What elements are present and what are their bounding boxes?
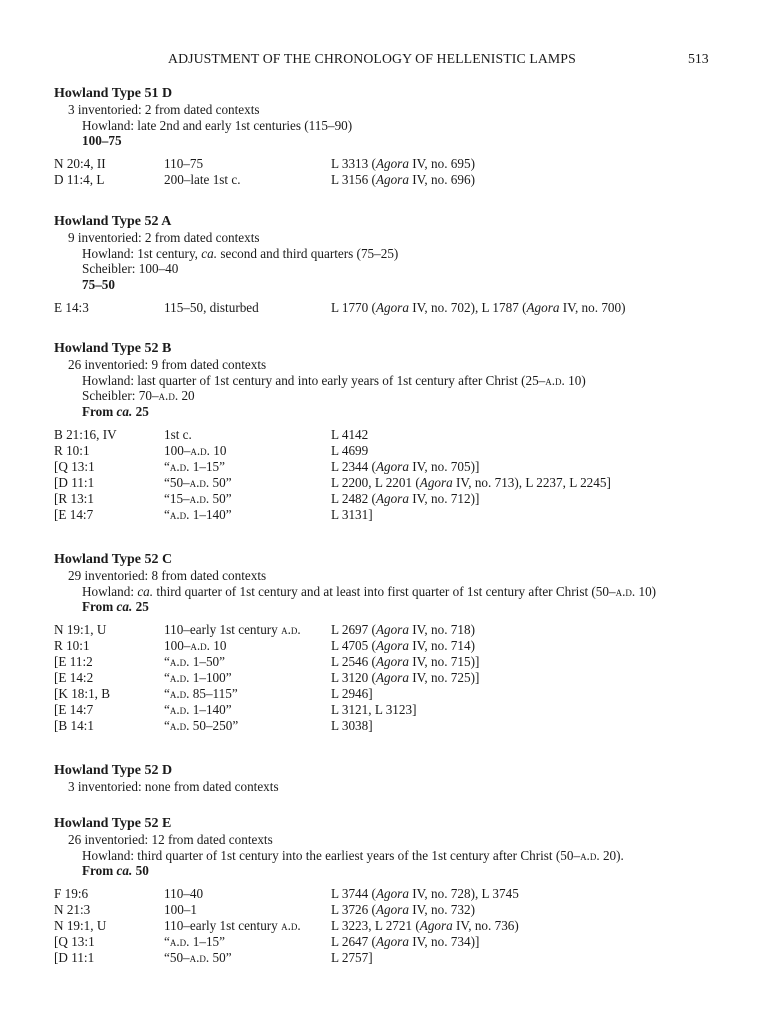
context-row [0, 686, 760, 702]
context-row [0, 902, 760, 918]
deposit-cell: [B 14:1 [54, 718, 94, 733]
type-heading: Howland Type 52 C [54, 552, 173, 567]
context-row [0, 934, 760, 950]
context-table [0, 886, 760, 966]
deposit-cell: R 10:1 [54, 638, 90, 653]
running-title: ADJUSTMENT OF THE CHRONOLOGY OF HELLENISTIC LAMPS [168, 51, 576, 66]
lamp-inventory-cell: L 4142 [331, 426, 369, 442]
deposit-cell: [Q 13:1 [54, 934, 95, 949]
type-heading: Howland Type 52 E [54, 816, 172, 831]
deposit-date-cell: 200–late 1st c. [164, 172, 241, 187]
deposit-date-cell: “a.d. 1–140” [164, 506, 232, 522]
inventory-count: 3 inventoried: none from dated contexts [68, 779, 279, 794]
lamp-inventory-cell: L 3156 (Agora IV, no. 696) [331, 172, 475, 187]
context-table [0, 622, 760, 734]
chronology-note: Howland: third quarter of 1st century into the earliest years of the 1st century after Christ (50–a.d. 20). [82, 847, 624, 863]
chronology-note: Scheibler: 70–a.d. 20 [82, 388, 195, 403]
deposit-cell: N 20:4, II [54, 156, 106, 171]
type-section [0, 340, 760, 523]
proposed-date-range: 75–50 [82, 276, 115, 292]
type-heading: Howland Type 52 B [54, 341, 172, 356]
deposit-date-cell: “a.d. 85–115” [164, 686, 238, 701]
inventory-count: 26 inventoried: 12 from dated contexts [68, 832, 273, 847]
deposit-cell: N 19:1, U [54, 622, 107, 637]
type-section [0, 762, 760, 795]
deposit-cell: [R 13:1 [54, 490, 94, 506]
deposit-date-cell: “a.d. 1–100” [164, 670, 232, 685]
lamp-inventory-cell: L 2546 (Agora IV, no. 715)] [331, 654, 480, 669]
chronology-note: Howland: last quarter of 1st century and into early years of 1st century after Christ (25–a.d. 10) [82, 372, 586, 388]
deposit-cell: [E 14:7 [54, 506, 94, 522]
deposit-date-cell: “a.d. 1–50” [164, 654, 225, 669]
lamp-inventory-cell: L 4705 (Agora IV, no. 714) [331, 638, 475, 653]
deposit-date-cell: 110–75 [164, 156, 204, 171]
context-row [0, 918, 760, 934]
lamp-inventory-cell: L 2482 (Agora IV, no. 712)] [331, 490, 480, 506]
type-section [0, 213, 760, 316]
context-table [0, 300, 760, 316]
lamp-inventory-cell: L 3744 (Agora IV, no. 728), L 3745 [331, 886, 519, 901]
type-section [0, 85, 760, 188]
deposit-date-cell: “a.d. 1–15” [164, 934, 225, 949]
deposit-cell: B 21:16, IV [54, 426, 117, 442]
lamp-inventory-cell: L 2697 (Agora IV, no. 718) [331, 622, 475, 637]
deposit-cell: [E 14:2 [54, 670, 94, 685]
lamp-inventory-cell: L 2344 (Agora IV, no. 705)] [331, 458, 480, 474]
context-row [0, 300, 760, 316]
deposit-cell: [E 14:7 [54, 702, 94, 717]
lamp-inventory-cell: L 3120 (Agora IV, no. 725)] [331, 670, 480, 685]
context-row [0, 622, 760, 638]
context-row [0, 172, 760, 188]
deposit-date-cell: “15–a.d. 50” [164, 490, 232, 506]
page-number: 513 [688, 51, 709, 66]
lamp-inventory-cell: L 3726 (Agora IV, no. 732) [331, 902, 475, 917]
deposit-date-cell: “a.d. 1–140” [164, 702, 232, 717]
context-row [0, 156, 760, 172]
deposit-cell: [E 11:2 [54, 654, 93, 669]
deposit-cell: R 10:1 [54, 442, 90, 458]
deposit-cell: F 19:6 [54, 886, 89, 901]
lamp-inventory-cell: L 2757] [331, 950, 373, 965]
context-row [0, 427, 760, 443]
lamp-inventory-cell: L 4699 [331, 442, 369, 458]
deposit-date-cell: “50–a.d. 50” [164, 950, 232, 965]
lamp-inventory-cell: L 3121, L 3123] [331, 702, 417, 717]
deposit-date-cell: 1st c. [164, 426, 192, 442]
chronology-note: Howland: late 2nd and early 1st centuries (115–90) [82, 117, 353, 133]
lamp-inventory-cell: L 3131] [331, 506, 373, 522]
lamp-inventory-cell: L 3038] [331, 718, 373, 733]
chronology-note: Scheibler: 100–40 [82, 261, 179, 276]
deposit-cell: [K 18:1, B [54, 686, 111, 701]
context-row [0, 950, 760, 966]
deposit-date-cell: “a.d. 50–250” [164, 718, 239, 733]
context-row [0, 459, 760, 475]
deposit-cell: [Q 13:1 [54, 458, 95, 474]
inventory-count: 26 inventoried: 9 from dated contexts [68, 357, 267, 372]
deposit-cell: N 21:3 [54, 902, 91, 917]
deposit-date-cell: 110–early 1st century a.d. [164, 918, 301, 933]
deposit-date-cell: 100–a.d. 10 [164, 442, 227, 458]
proposed-date-range: 100–75 [82, 133, 122, 148]
context-row [0, 507, 760, 523]
context-table [0, 156, 760, 188]
deposit-date-cell: 115–50, disturbed [164, 299, 259, 315]
context-row [0, 670, 760, 686]
inventory-count: 29 inventoried: 8 from dated contexts [68, 568, 267, 583]
lamp-inventory-cell: L 2200, L 2201 (Agora IV, no. 713), L 2237, L 2245] [331, 474, 611, 490]
deposit-date-cell: 100–1 [164, 902, 197, 917]
deposit-date-cell: “a.d. 1–15” [164, 458, 225, 474]
context-row [0, 654, 760, 670]
deposit-date-cell: “50–a.d. 50” [164, 474, 232, 490]
deposit-date-cell: 100–a.d. 10 [164, 638, 227, 653]
context-row [0, 638, 760, 654]
deposit-cell: [D 11:1 [54, 474, 95, 490]
context-row [0, 886, 760, 902]
running-head [0, 51, 760, 69]
deposit-cell: N 19:1, U [54, 918, 107, 933]
context-row [0, 443, 760, 459]
type-section [0, 815, 760, 966]
deposit-date-cell: 110–40 [164, 886, 204, 901]
deposit-cell: E 14:3 [54, 299, 89, 315]
lamp-inventory-cell: L 2647 (Agora IV, no. 734)] [331, 934, 480, 949]
deposit-date-cell: 110–early 1st century a.d. [164, 622, 301, 637]
proposed-date-range: From ca. 25 [82, 403, 149, 419]
lamp-inventory-cell: L 2946] [331, 686, 373, 701]
lamp-inventory-cell: L 3313 (Agora IV, no. 695) [331, 156, 475, 171]
proposed-date-range: From ca. 25 [82, 599, 149, 614]
context-row [0, 491, 760, 507]
context-row [0, 475, 760, 491]
context-table [0, 427, 760, 523]
chronology-note: Howland: 1st century, ca. second and third quarters (75–25) [82, 245, 399, 261]
type-heading: Howland Type 52 D [54, 763, 173, 778]
type-heading: Howland Type 52 A [54, 214, 172, 229]
type-section [0, 551, 760, 734]
proposed-date-range: From ca. 50 [82, 863, 149, 878]
deposit-cell: [D 11:1 [54, 950, 95, 965]
deposit-cell: D 11:4, L [54, 172, 105, 187]
type-heading: Howland Type 51 D [54, 86, 173, 101]
context-row [0, 702, 760, 718]
lamp-inventory-cell: L 1770 (Agora IV, no. 702), L 1787 (Agora IV, no. 700) [331, 299, 626, 315]
lamp-inventory-cell: L 3223, L 2721 (Agora IV, no. 736) [331, 918, 519, 933]
chronology-note: Howland: ca. third quarter of 1st century and at least into first quarter of 1st century after Christ (50–a.d. 10) [82, 583, 657, 599]
inventory-count: 3 inventoried: 2 from dated contexts [68, 102, 260, 117]
inventory-count: 9 inventoried: 2 from dated contexts [68, 230, 260, 245]
context-row [0, 718, 760, 734]
